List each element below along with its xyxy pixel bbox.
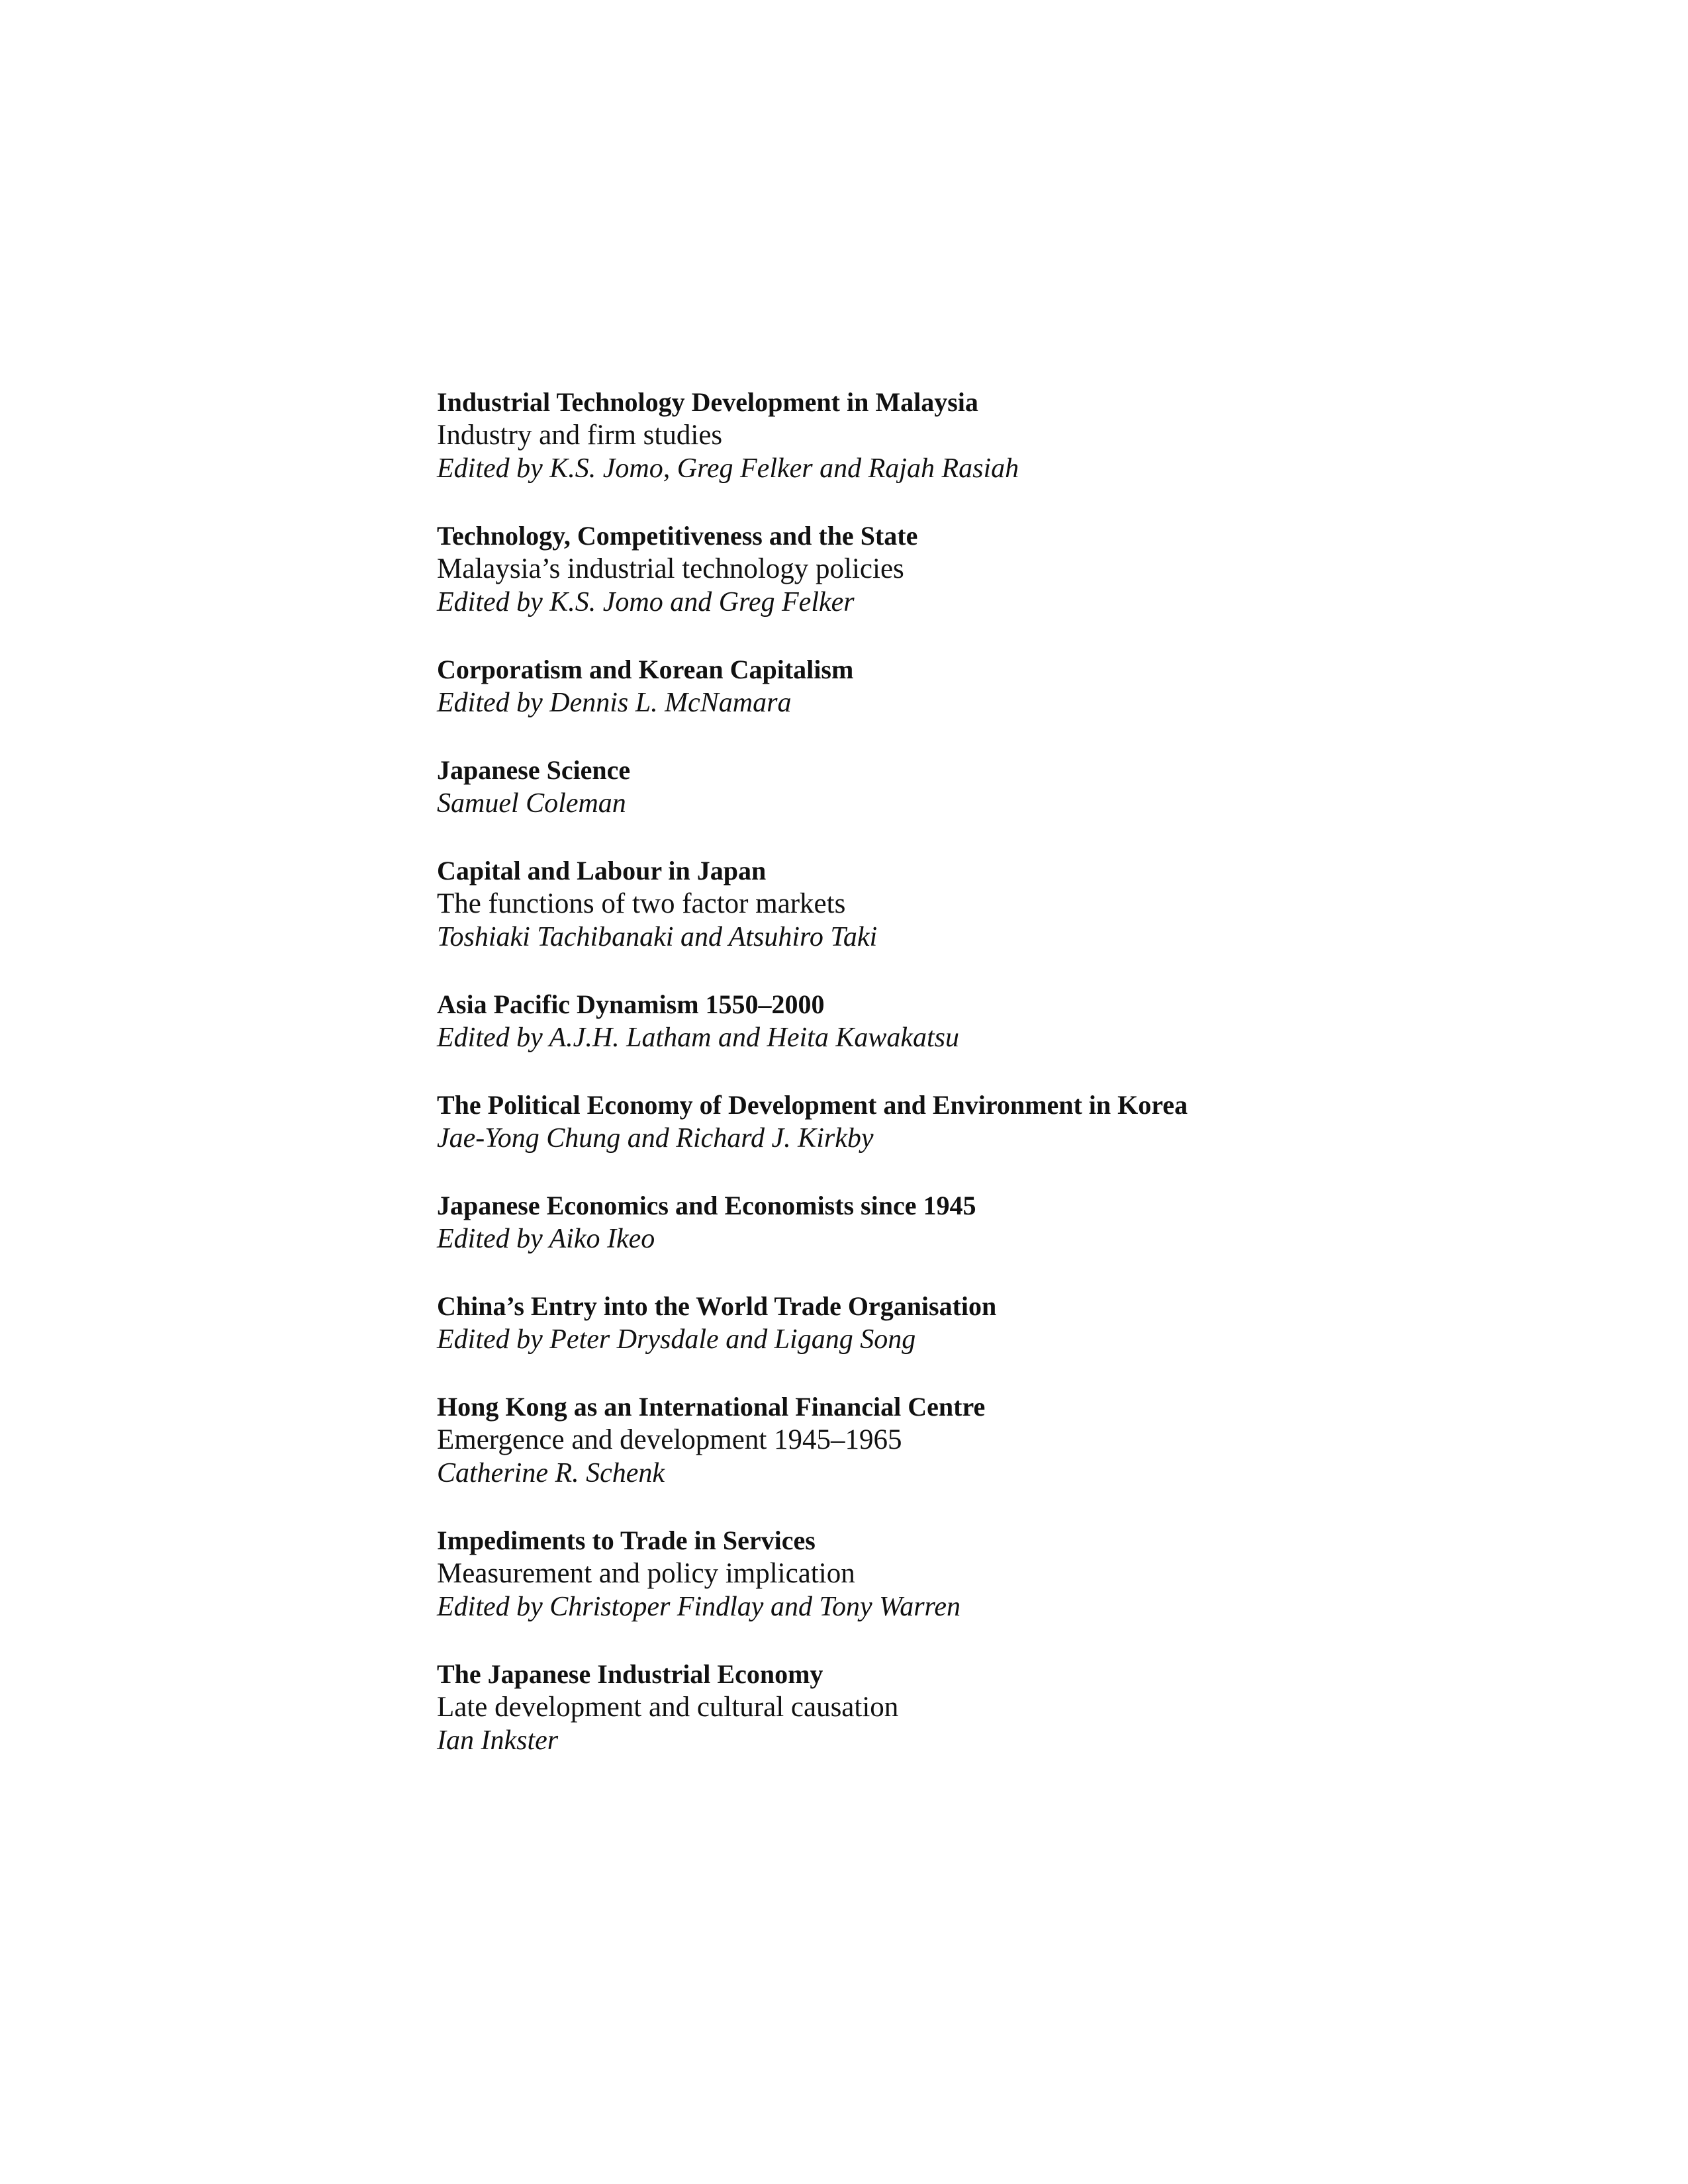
book-author: Jae-Yong Chung and Richard J. Kirkby bbox=[437, 1123, 874, 1154]
book-title: Japanese Science bbox=[437, 755, 631, 785]
book-title: The Political Economy of Development and Environment in Korea bbox=[437, 1090, 1188, 1120]
book-entry bbox=[437, 988, 1562, 1054]
book-title: Japanese Economics and Economists since 1945 bbox=[437, 1191, 976, 1220]
book-entry bbox=[437, 1189, 1562, 1255]
book-entry bbox=[437, 386, 1562, 485]
book-author: Edited by Dennis L. McNamara bbox=[437, 688, 792, 718]
book-author: Samuel Coleman bbox=[437, 788, 626, 819]
book-author: Edited by Christoper Findlay and Tony Warren bbox=[437, 1592, 961, 1622]
book-title: China’s Entry into the World Trade Organisation bbox=[437, 1291, 997, 1321]
book-author: Ian Inkster bbox=[437, 1725, 559, 1756]
book-entry bbox=[437, 1390, 1562, 1490]
book-title: Hong Kong as an International Financial Centre bbox=[437, 1392, 986, 1422]
book-title: Technology, Competitiveness and the State bbox=[437, 521, 918, 551]
book-entry bbox=[437, 653, 1562, 719]
book-entry bbox=[437, 754, 1562, 820]
book-subtitle: Measurement and policy implication bbox=[437, 1558, 855, 1589]
book-title: Corporatism and Korean Capitalism bbox=[437, 655, 854, 684]
book-entry bbox=[437, 1658, 1562, 1757]
book-author: Catherine R. Schenk bbox=[437, 1458, 665, 1488]
book-entry bbox=[437, 1524, 1562, 1623]
book-title: Capital and Labour in Japan bbox=[437, 856, 767, 886]
book-entry bbox=[437, 1290, 1562, 1356]
book-entry bbox=[437, 520, 1562, 619]
book-entry bbox=[437, 854, 1562, 954]
book-author: Toshiaki Tachibanaki and Atsuhiro Taki bbox=[437, 922, 878, 952]
book-author: Edited by Aiko Ikeo bbox=[437, 1224, 655, 1254]
book-title: Asia Pacific Dynamism 1550–2000 bbox=[437, 989, 825, 1019]
book-title: Impediments to Trade in Services bbox=[437, 1525, 816, 1555]
book-author: Edited by K.S. Jomo and Greg Felker bbox=[437, 587, 855, 617]
book-subtitle: The functions of two factor markets bbox=[437, 888, 846, 919]
book-author: Edited by K.S. Jomo, Greg Felker and Rajah Rasiah bbox=[437, 453, 1019, 484]
book-title: The Japanese Industrial Economy bbox=[437, 1659, 823, 1689]
book-subtitle: Late development and cultural causation bbox=[437, 1692, 899, 1723]
book-author: Edited by A.J.H. Latham and Heita Kawakatsu bbox=[437, 1023, 959, 1053]
book-subtitle: Industry and firm studies bbox=[437, 420, 723, 451]
book-subtitle: Emergence and development 1945–1965 bbox=[437, 1424, 902, 1455]
book-title: Industrial Technology Development in Malaysia bbox=[437, 387, 978, 417]
book-entry bbox=[437, 1089, 1562, 1155]
book-author: Edited by Peter Drysdale and Ligang Song bbox=[437, 1324, 916, 1355]
book-subtitle: Malaysia’s industrial technology policies bbox=[437, 553, 904, 584]
book-list bbox=[437, 386, 1562, 1792]
